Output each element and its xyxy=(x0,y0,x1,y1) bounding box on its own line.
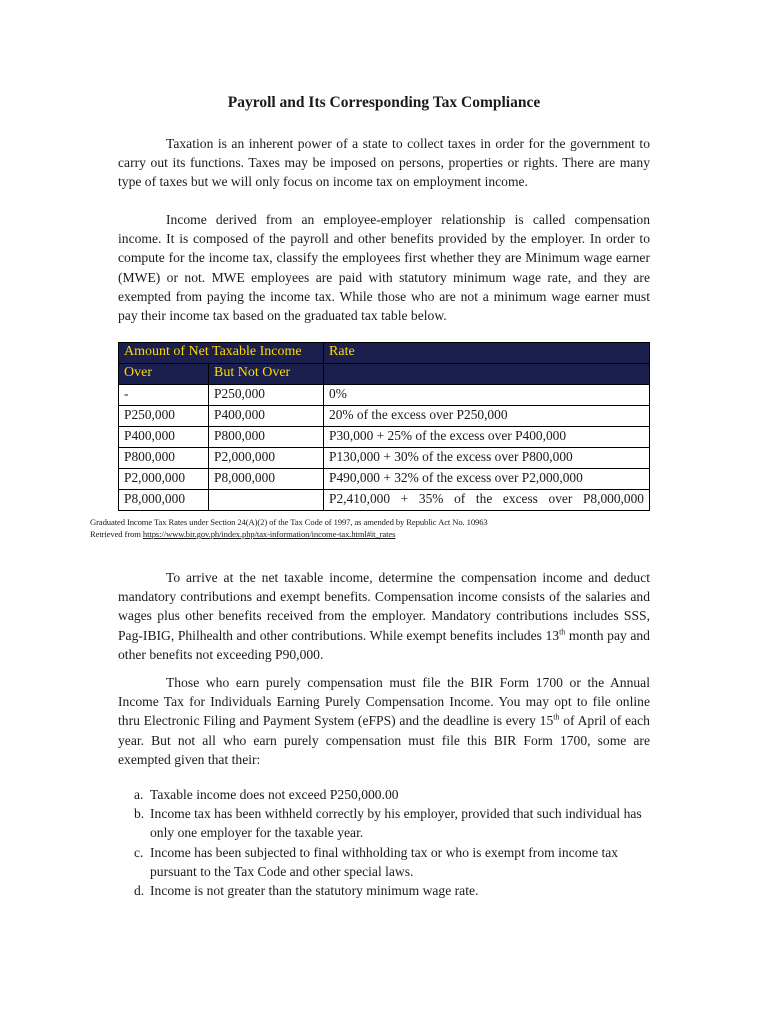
table-row xyxy=(119,385,650,406)
paragraph-net-taxable-income xyxy=(118,568,650,664)
list-text: Income is not greater than the statutory minimum wage rate. xyxy=(150,883,479,899)
cell-over: P2,000,000 xyxy=(119,469,209,490)
cell-rate: P130,000 + 30% of the excess over P800,000 xyxy=(324,448,650,469)
p4-text-b: of April of each year. But not all who earn purely compensation must file this BIR Form 1700, some are exempted given that their: xyxy=(118,713,650,767)
cell-over: P8,000,000 xyxy=(119,490,209,511)
table-row xyxy=(119,427,650,448)
cell-not-over: P2,000,000 xyxy=(209,448,324,469)
cell-not-over: P400,000 xyxy=(209,406,324,427)
table-caption xyxy=(90,516,650,540)
cell-not-over: P250,000 xyxy=(209,385,324,406)
p3-superscript: th xyxy=(559,627,566,637)
cell-rate: P30,000 + 25% of the excess over P400,000 xyxy=(324,427,650,448)
cell-rate: P2,410,000 + 35% of the excess over P8,000,000 xyxy=(324,490,650,511)
caption-retrieved-line xyxy=(90,528,650,540)
bir-link[interactable]: https://www.bir.gov.ph/index.php/tax-information/income-tax.html#it_rates xyxy=(142,529,396,539)
list-marker: a. xyxy=(134,787,144,802)
caption-prefix: Retrieved from xyxy=(90,529,143,539)
cell-rate: 20% of the excess over P250,000 xyxy=(324,406,650,427)
header-over: Over xyxy=(119,364,209,385)
cell-over: P400,000 xyxy=(119,427,209,448)
cell-not-over: P800,000 xyxy=(209,427,324,448)
list-item xyxy=(134,785,650,804)
list-marker: c. xyxy=(134,844,144,860)
table-row xyxy=(119,406,650,427)
list-item xyxy=(134,843,650,881)
list-item xyxy=(134,881,650,900)
header-not-over: But Not Over xyxy=(209,364,324,385)
list-marker: b. xyxy=(134,806,145,822)
paragraph-bir-form xyxy=(118,673,650,769)
cell-over: - xyxy=(119,385,209,406)
table-header-row xyxy=(119,343,650,364)
cell-rate: P490,000 + 32% of the excess over P2,000,000 xyxy=(324,469,650,490)
table-row xyxy=(119,490,650,511)
list-item xyxy=(134,804,650,842)
table-row xyxy=(119,469,650,490)
header-rate: Rate xyxy=(324,343,650,364)
document-title: Payroll and Its Corresponding Tax Compliance xyxy=(227,94,541,111)
list-text: Income has been subjected to final withholding tax or who is exempt from income tax pursuant to the Tax Code and other special laws. xyxy=(150,844,619,879)
cell-not-over: P8,000,000 xyxy=(209,469,324,490)
table-row xyxy=(119,448,650,469)
header-amount: Amount of Net Taxable Income xyxy=(119,343,324,364)
tax-table xyxy=(118,342,650,511)
list-text: Taxable income does not exceed P250,000.00 xyxy=(150,787,399,802)
p3-text-b: month pay and other benefits not exceeding P90,000. xyxy=(118,627,650,662)
caption-source-line: Graduated Income Tax Rates under Section 24(A)(2) of the Tax Code of 1997, as amended by Republic Act No. 10963 xyxy=(90,517,488,527)
list-marker: d. xyxy=(134,883,145,899)
p4-text-a: Those who earn purely compensation must file the BIR Form 1700 or the Annual Income Tax for Individuals Earning Purely Compensation Income. You may opt to file online thru Electronic Filing and Payment System (eFPS) and the deadline is every 15 xyxy=(118,675,650,729)
p3-text-a: To arrive at the net taxable income, determine the compensation income and deduct mandatory contributions and exempt benefits. Compensation income consists of the salaries and wages plus other benefits received from the employer. Mandatory contributions includes SSS, Pag-IBIG, Philhealth and other contributions. While exempt benefits includes 13 xyxy=(118,570,650,643)
cell-rate: 0% xyxy=(324,385,650,406)
paragraph-taxation: Taxation is an inherent power of a state to collect taxes in order for the government to carry out its functions. Taxes may be imposed on persons, properties or rights. There are many type of taxes but we will only focus on income tax on employment income. xyxy=(118,136,650,190)
header-blank xyxy=(324,364,650,385)
list-text: Income tax has been withheld correctly by his employer, provided that such individual has only one employer for the taxable year. xyxy=(150,806,642,841)
cell-not-over xyxy=(209,490,324,511)
paragraph-compensation-income: Income derived from an employee-employer relationship is called compensation income. It is composed of the payroll and other benefits provided by the employer. In order to compute for the income tax, classify the employees first whether they are Minimum wage earner (MWE) or not. MWE employees are paid with statutory minimum wage rate, and they are exempted from paying the income tax. While those who are not a minimum wage earner must pay their income tax based on the graduated tax table below. xyxy=(118,212,650,324)
table-subheader-row xyxy=(119,364,650,385)
cell-over: P800,000 xyxy=(119,448,209,469)
cell-over: P250,000 xyxy=(119,406,209,427)
p4-superscript: th xyxy=(553,712,560,722)
exemption-list xyxy=(134,785,650,900)
